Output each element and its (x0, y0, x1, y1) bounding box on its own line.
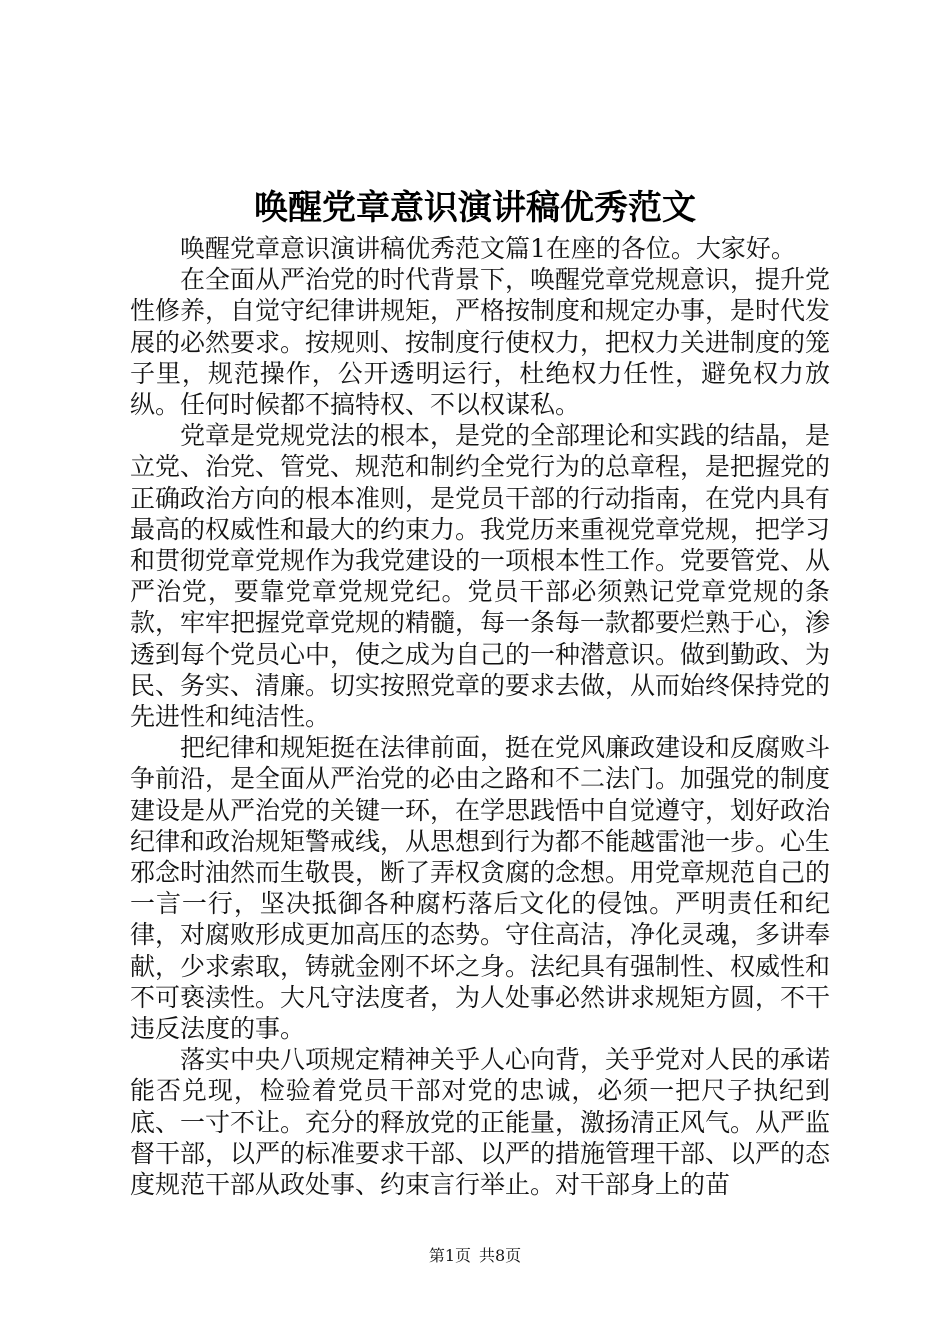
page-number: 第1页 (428, 1246, 471, 1265)
paragraph-5: 落实中央八项规定精神关乎人心向背，关乎党对人民的承诺能否兑现，检验着党员干部对党的忠诚，必须一把尺子执纪到底、一寸不让。充分的释放党的正能量，激扬清正风气。从严监督干部，以严的标准要求干部、以严的措施管理干部、以严的态度规范干部从政处事、约束言行举止。对干部身上的苗 (130, 1045, 831, 1200)
paragraph-3: 党章是党规党法的根本，是党的全部理论和实践的结晶，是立党、治党、管党、规范和制约全党行为的总章程，是把握党的正确政治方向的根本准则，是党员干部的行动指南，在党内具有最高的权威性和最大的约束力。我党历来重视党章党规，把学习和贯彻党章党规作为我党建设的一项根本性工作。党要管党、从严治党，要靠党章党规党纪。党员干部必须熟记党章党规的条款，牢牢把握党章党规的精髓，每一条每一款都要烂熟于心，渗透到每个党员心中，使之成为自己的一种潜意识。做到勤政、为民、务实、清廉。切实按照党章的要求去做，从而始终保持党的先进性和纯洁性。 (130, 421, 831, 732)
paragraph-2: 在全面从严治党的时代背景下，唤醒党章党规意识，提升党性修养，自觉守纪律讲规矩，严格按制度和规定办事，是时代发展的必然要求。按规则、按制度行使权力，把权力关进制度的笼子里，规范操作，公开透明运行，杜绝权力任性，避免权力放纵。任何时候都不搞特权、不以权谋私。 (130, 265, 831, 420)
page-footer (0, 1243, 950, 1266)
page-total: 共8页 (479, 1246, 522, 1265)
document-body (130, 233, 830, 1200)
paragraph-4: 把纪律和规矩挺在法律前面，挺在党风廉政建设和反腐败斗争前沿，是全面从严治党的必由之路和不二法门。加强党的制度建设是从严治党的关键一环，在学思践悟中自觉遵守，划好政治纪律和政治规矩警戒线，从思想到行为都不能越雷池一步。心生邪念时油然而生敬畏，断了弄权贪腐的念想。用党章规范自己的一言一行，坚决抵御各种腐朽落后文化的侵蚀。严明责任和纪律，对腐败形成更加高压的态势。守住高洁，净化灵魂，多讲奉献，少求索取，铸就金刚不坏之身。法纪具有强制性、权威性和不可亵渎性。大凡守法度者，为人处事必然讲求规矩方圆，不干违反法度的事。 (130, 733, 831, 1044)
paragraph-1: 唤醒党章意识演讲稿优秀范文篇1在座的各位。大家好。 (180, 234, 796, 263)
document-title: 唤醒党章意识演讲稿优秀范文 (254, 188, 696, 228)
